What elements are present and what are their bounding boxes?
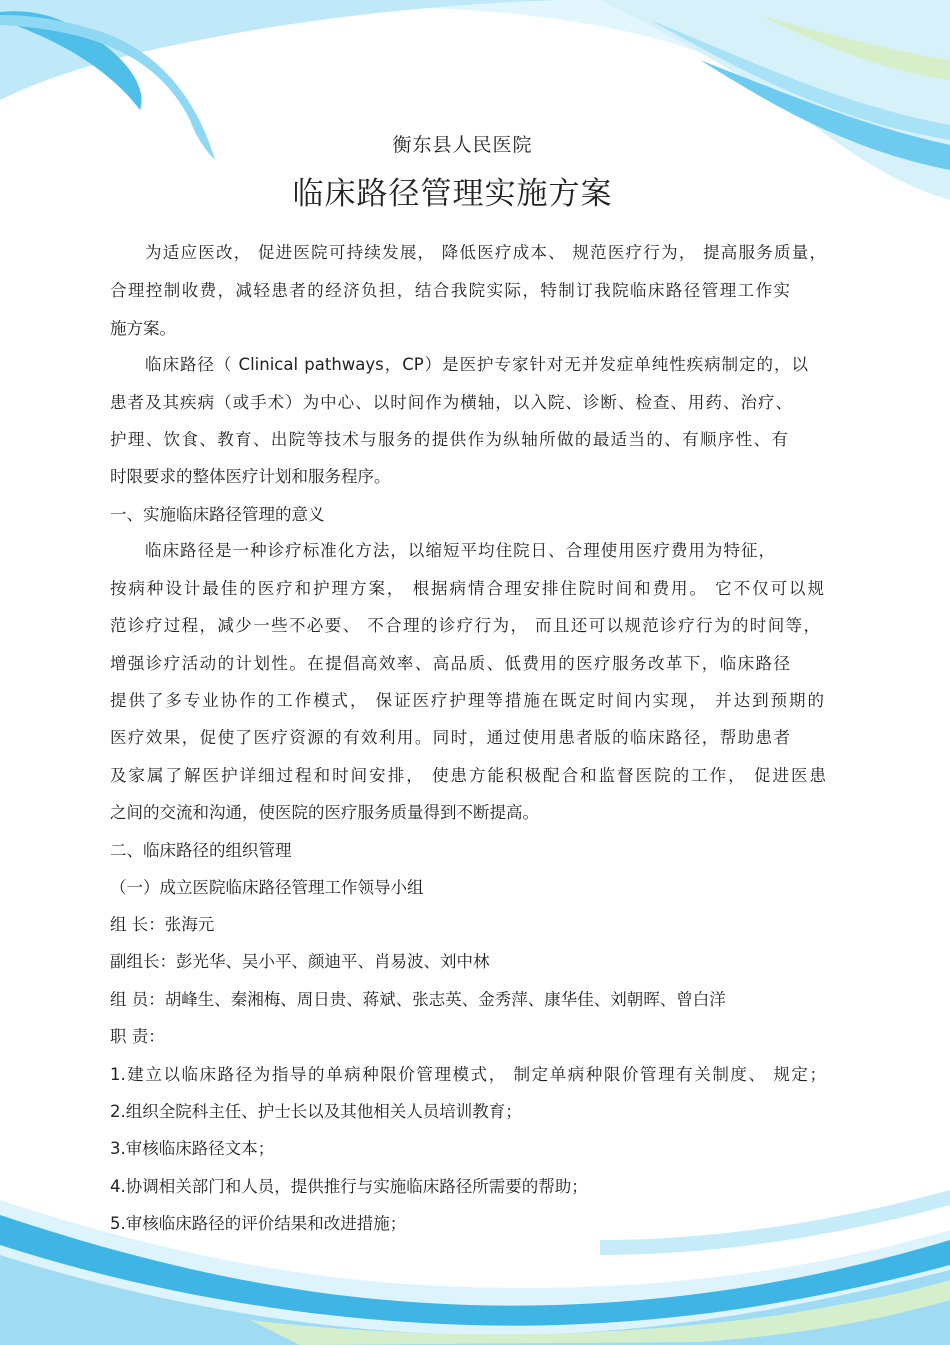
section-heading-2: 二、临床路径的组织管理 — [110, 841, 292, 860]
paragraph-3-line-3: 范诊疗过程，减少一些不必要、 不合理的诊疗行为， 而且还可以规范诊疗行为的时间等， — [110, 616, 820, 635]
paragraph-3-line-7: 及家属了解医护详细过程和时间安排， 使患方能积极配合和监督医院的工作， 促进医患 — [110, 766, 826, 785]
paragraph-2-line-1: 临床路径（ Clinical pathways，CP）是医护专家针对无并发症单纯性疾病制定的，以 — [145, 355, 808, 374]
paragraph-2-line-3: 护理、饮食、教育、出院等技术与服务的提供作为纵轴所做的最适当的、有顺序性、有 — [110, 430, 788, 449]
paragraph-1-line-3: 施方案。 — [110, 319, 176, 338]
duty-item-2: 2.组织全院科主任、护士长以及其他相关人员培训教育； — [110, 1102, 522, 1121]
paragraph-3-line-1: 临床路径是一种诊疗标准化方法，以缩短平均住院日、合理使用医疗费用为特征， — [145, 541, 775, 560]
section-heading-1: 一、实施临床路径管理的意义 — [110, 505, 325, 524]
duty-item-5: 5.审核临床路径的评价结果和改进措施； — [110, 1214, 407, 1233]
paragraph-2-line-4: 时限要求的整体医疗计划和服务程序。 — [110, 467, 391, 486]
group-deputies: 副组长：彭光华、吴小平、颜迪平、肖易波、刘中林 — [110, 952, 490, 971]
group-leader: 组 长：张海元 — [110, 915, 215, 934]
paragraph-3-line-2: 按病种设计最佳的医疗和护理方案， 根据病情合理安排住院时间和费用。 它不仅可以规 — [110, 579, 824, 598]
hospital-name: 衡东县人民医院 — [392, 134, 533, 156]
duty-item-1: 1.建立以临床路径为指导的单病种限价管理模式， 制定单病种限价管理有关制度、 规定； — [110, 1065, 826, 1084]
duty-item-3: 3.审核临床路径文本； — [110, 1139, 275, 1158]
paragraph-3-line-6: 医疗效果，促使了医疗资源的有效利用。同时，通过使用患者版的临床路径，帮助患者 — [110, 728, 790, 747]
document-title: 临床路径管理实施方案 — [292, 176, 613, 212]
paragraph-1-line-1: 为适应医改， 促进医院可持续发展， 降低医疗成本、 规范医疗行为， 提高服务质量， — [145, 243, 826, 262]
paragraph-3-line-5: 提供了多专业协作的工作模式， 保证医疗护理等措施在既定时间内实现， 并达到预期的 — [110, 691, 824, 710]
subsection-heading-1: （一）成立医院临床路径管理工作领导小组 — [110, 878, 424, 897]
paragraph-3-line-4: 增强诊疗活动的计划性。在提倡高效率、高品质、低费用的医疗服务改革下，临床路径 — [110, 654, 790, 673]
paragraph-3-line-8: 之间的交流和沟通，使医院的医疗服务质量得到不断提高。 — [110, 803, 539, 822]
duties-label: 职 责： — [110, 1027, 165, 1046]
paragraph-1-line-2: 合理控制收费，减轻患者的经济负担，结合我院实际，特制订我院临床路径管理工作实 — [110, 281, 790, 300]
paragraph-2-line-2: 患者及其疾病（或手术）为中心、以时间作为横轴，以入院、诊断、检查、用药、治疗、 — [110, 393, 792, 412]
group-members: 组 员：胡峰生、秦湘梅、周日贵、蒋斌、张志英、金秀萍、康华佳、刘朝晖、曾白洋 — [110, 990, 726, 1009]
duty-item-4: 4.协调相关部门和人员，提供推行与实施临床路径所需要的帮助； — [110, 1177, 588, 1196]
